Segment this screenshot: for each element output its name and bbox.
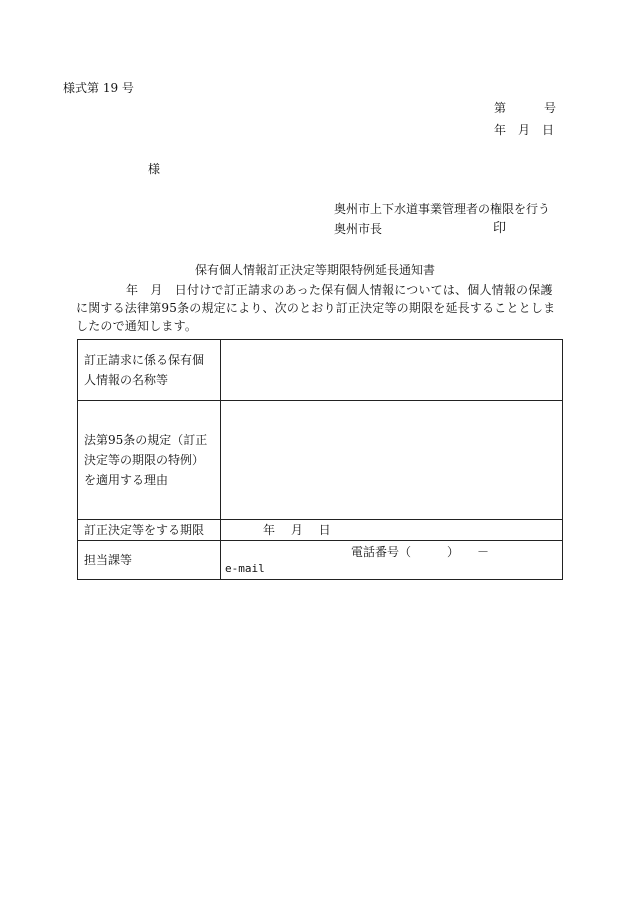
notice-body-line: したので通知します。 <box>76 319 198 333</box>
contact-value[interactable] <box>221 541 563 580</box>
table-row <box>78 340 563 401</box>
issuer-authority: 奥州市上下水道事業管理者の権限を行う <box>334 202 551 216</box>
deadline-label: 訂正決定等をする期限 <box>78 520 221 541</box>
issue-date-year: 年 <box>494 123 507 137</box>
info-name-label: 訂正請求に係る保有個 人情報の名称等 <box>78 340 221 401</box>
contact-label: 担当課等 <box>78 541 221 580</box>
issue-date-day: 日 <box>542 123 555 137</box>
notice-details-table <box>77 339 563 580</box>
document-title: 保有個人情報訂正決定等期限特例延長通知書 <box>194 263 435 277</box>
notice-body <box>76 281 566 335</box>
notice-body-line: に関する法律第95条の規定により、次のとおり訂正決定等の期限を延長することとしま <box>76 301 556 315</box>
seal-mark: 印 <box>493 221 507 236</box>
reason-label: 法第95条の規定（訂正 決定等の期限の特例） を適用する理由 <box>78 401 221 520</box>
issue-date <box>494 124 554 136</box>
form-number: 様式第 19 号 <box>63 81 134 95</box>
table-row <box>78 401 563 520</box>
info-name-value[interactable] <box>221 340 563 401</box>
issuer-name: 奥州市長 <box>334 222 383 236</box>
reason-value[interactable] <box>221 401 563 520</box>
table-row <box>78 520 563 541</box>
table-row <box>78 541 563 580</box>
notice-body-line: 年 月 日付けで訂正請求のあった保有個人情報については、個人情報の保護 <box>126 283 553 297</box>
email-field: e-mail <box>225 562 265 575</box>
document-number-prefix: 第 <box>494 101 507 115</box>
deadline-value[interactable]: 年 月 日 <box>221 520 563 541</box>
document-number-suffix: 号 <box>544 101 557 115</box>
addressee-honorific: 様 <box>148 162 161 176</box>
issue-date-month: 月 <box>518 123 531 137</box>
phone-number-field: 電話番号（ ） － <box>351 545 490 559</box>
